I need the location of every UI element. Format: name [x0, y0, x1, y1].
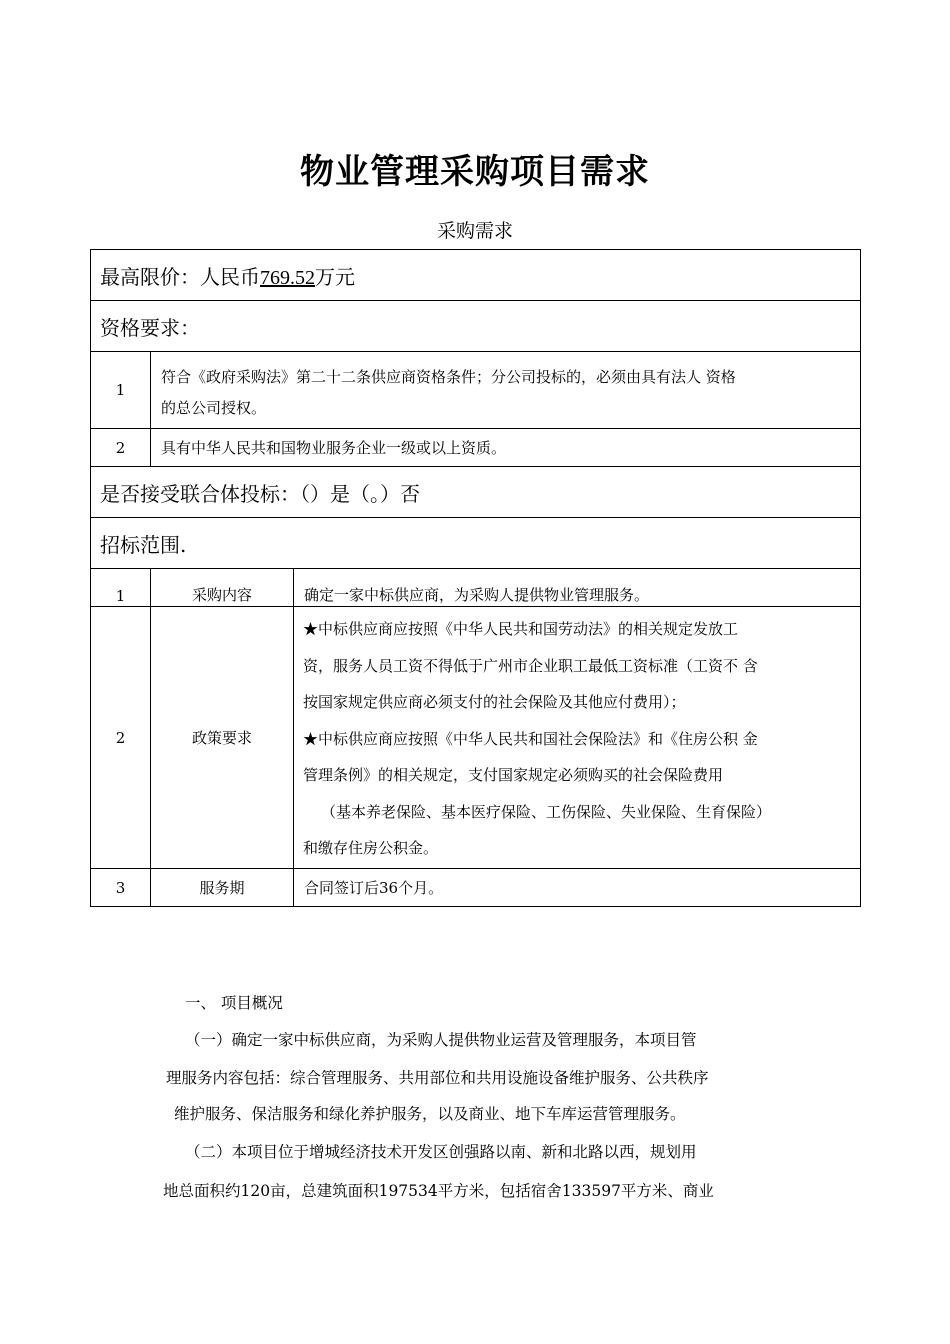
requirements-table — [90, 249, 861, 907]
paragraph-line: 维护服务、保洁服务和绿化养护服务，以及商业、地下车库运营管理服务。 — [174, 1105, 686, 1123]
row-number: 2 — [91, 429, 151, 467]
row-category: 采购内容 — [151, 569, 294, 607]
row-number: 3 — [91, 869, 151, 907]
policy-line: 管理条例》的相关规定，支付国家规定必须购买的社会保险费用 — [303, 766, 724, 785]
table-row — [91, 607, 861, 869]
scope-header: 招标范围. — [91, 518, 861, 569]
qualification-header: 资格要求： — [91, 301, 861, 352]
consortium-text: 是否接受联合体投标：（）是（。）否 — [91, 467, 861, 518]
page-subtitle: 采购需求 — [436, 220, 513, 242]
overview-paragraph-2-cont — [163, 1176, 803, 1207]
overview-paragraph-1-cont2 — [174, 1099, 814, 1130]
row-content: 合同签订后36个月。 — [294, 869, 861, 907]
row-content: 确定一家中标供应商，为采购人提供物业管理服务。 — [294, 569, 861, 607]
max-price-value: 769.52 — [260, 266, 315, 289]
overview-heading: 一、 项目概况 — [185, 994, 283, 1012]
scope-header-row — [91, 518, 861, 569]
policy-line: （基本养老保险、基本医疗保险、工伤保险、失业保险、生育保险） — [321, 802, 772, 821]
policy-content — [294, 607, 861, 869]
table-row — [91, 352, 861, 429]
policy-line: 和缴存住房公积金。 — [303, 839, 439, 858]
policy-line: ★中标供应商应按照《中华人民共和国劳动法》的相关规定发放工 — [303, 620, 739, 639]
paragraph-line: 理服务内容包括：综合管理服务、共用部位和共用设施设备维护服务、公共秩序 — [166, 1069, 709, 1087]
table-row — [91, 429, 861, 467]
row-number: 2 — [91, 607, 151, 869]
policy-line: 资，服务人员工资不得低于广州市企业职工最低工资标准（工资不 含 — [303, 656, 758, 675]
paragraph-line: （二）本项目位于增城经济技术开发区创强路以南、新和北路以西，规划用 — [185, 1143, 697, 1161]
policy-line: ★中标供应商应按照《中华人民共和国社会保险法》和《住房公积 金 — [303, 729, 758, 748]
qualification-text-line: 的总公司授权。 — [161, 398, 267, 417]
row-category: 服务期 — [151, 869, 294, 907]
qualification-header-row — [91, 301, 861, 352]
qualification-text-line: 符合《政府采购法》第二十二条供应商资格条件；分公司投标的，必须由具有法人 资格 — [161, 367, 736, 386]
overview-paragraph-1-cont — [166, 1063, 806, 1094]
consortium-row — [91, 467, 861, 518]
row-category: 政策要求 — [151, 607, 294, 869]
page-title: 物业管理采购项目需求 — [300, 152, 650, 192]
max-price-row — [91, 250, 861, 301]
row-number: 1 — [91, 569, 151, 607]
max-price-unit: 万元 — [315, 264, 355, 289]
policy-line: 按国家规定供应商必须支付的社会保险及其他应付费用）； — [303, 693, 686, 712]
table-row — [91, 569, 861, 607]
table-row — [91, 869, 861, 907]
row-number: 1 — [91, 352, 151, 429]
max-price-label: 最高限价：人民币 — [100, 264, 260, 289]
overview-paragraph-2 — [185, 1137, 805, 1168]
paragraph-line: 地总面积约120亩，总建筑面积197534平方米，包括宿舍133597平方米、商业 — [163, 1182, 714, 1200]
overview-paragraph-1 — [185, 1025, 805, 1056]
paragraph-line: （一）确定一家中标供应商，为采购人提供物业运营及管理服务，本项目管 — [185, 1031, 697, 1049]
qualification-text: 具有中华人民共和国物业服务企业一级或以上资质。 — [151, 429, 861, 467]
